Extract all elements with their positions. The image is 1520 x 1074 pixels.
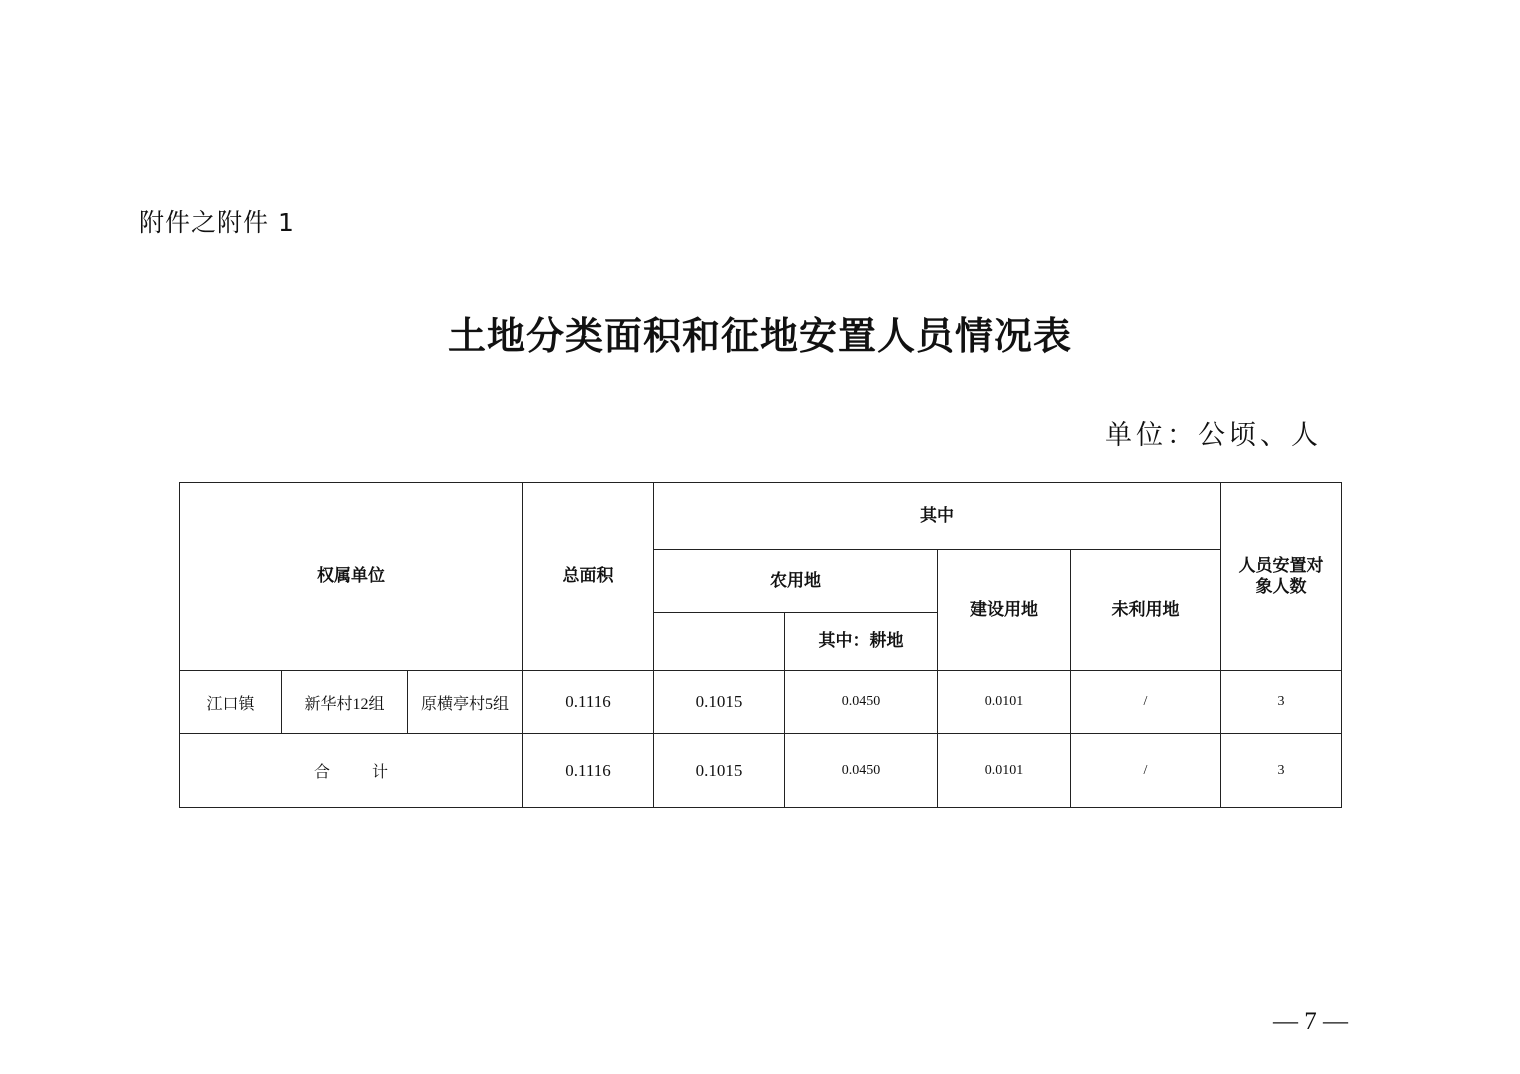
page-title: 土地分类面积和征地安置人员情况表 <box>447 313 1072 358</box>
page-number: — 7 — <box>1273 1008 1348 1035</box>
header-owner-unit: 权属单位 <box>180 483 523 671</box>
land-classification-table <box>179 482 1342 808</box>
header-unused-land: 未利用地 <box>1071 550 1221 671</box>
cell-unused-land: / <box>1071 671 1221 734</box>
header-row-1 <box>180 483 1342 550</box>
table-row <box>180 671 1342 734</box>
cell-cultivated-land: 0.0450 <box>785 671 938 734</box>
cell-construction-land: 0.0101 <box>938 671 1071 734</box>
header-of-which: 其中 <box>654 483 1221 550</box>
header-total-area: 总面积 <box>523 483 654 671</box>
header-agricultural-land: 农用地 <box>654 550 938 613</box>
total-resettled-persons: 3 <box>1221 734 1342 808</box>
total-construction-land: 0.0101 <box>938 734 1071 808</box>
cell-town: 江口镇 <box>180 671 282 734</box>
attachment-label: 附件之附件 1 <box>139 208 295 237</box>
total-agricultural-land: 0.1015 <box>654 734 785 808</box>
cell-group: 原横亭村5组 <box>408 671 523 734</box>
cell-village: 新华村12组 <box>282 671 408 734</box>
unit-label: 单位：公顷、人 <box>1105 420 1322 451</box>
total-cultivated-land: 0.0450 <box>785 734 938 808</box>
header-agricultural-land-blank <box>654 613 785 671</box>
cell-total-area: 0.1116 <box>523 671 654 734</box>
header-construction-land: 建设用地 <box>938 550 1071 671</box>
cell-resettled-persons: 3 <box>1221 671 1342 734</box>
header-cultivated-land: 其中：耕地 <box>785 613 938 671</box>
total-total-area: 0.1116 <box>523 734 654 808</box>
cell-agricultural-land: 0.1015 <box>654 671 785 734</box>
total-unused-land: / <box>1071 734 1221 808</box>
total-label: 合 计 <box>180 734 523 808</box>
header-resettled-persons: 人员安置对象人数 <box>1221 483 1342 671</box>
total-row <box>180 734 1342 808</box>
